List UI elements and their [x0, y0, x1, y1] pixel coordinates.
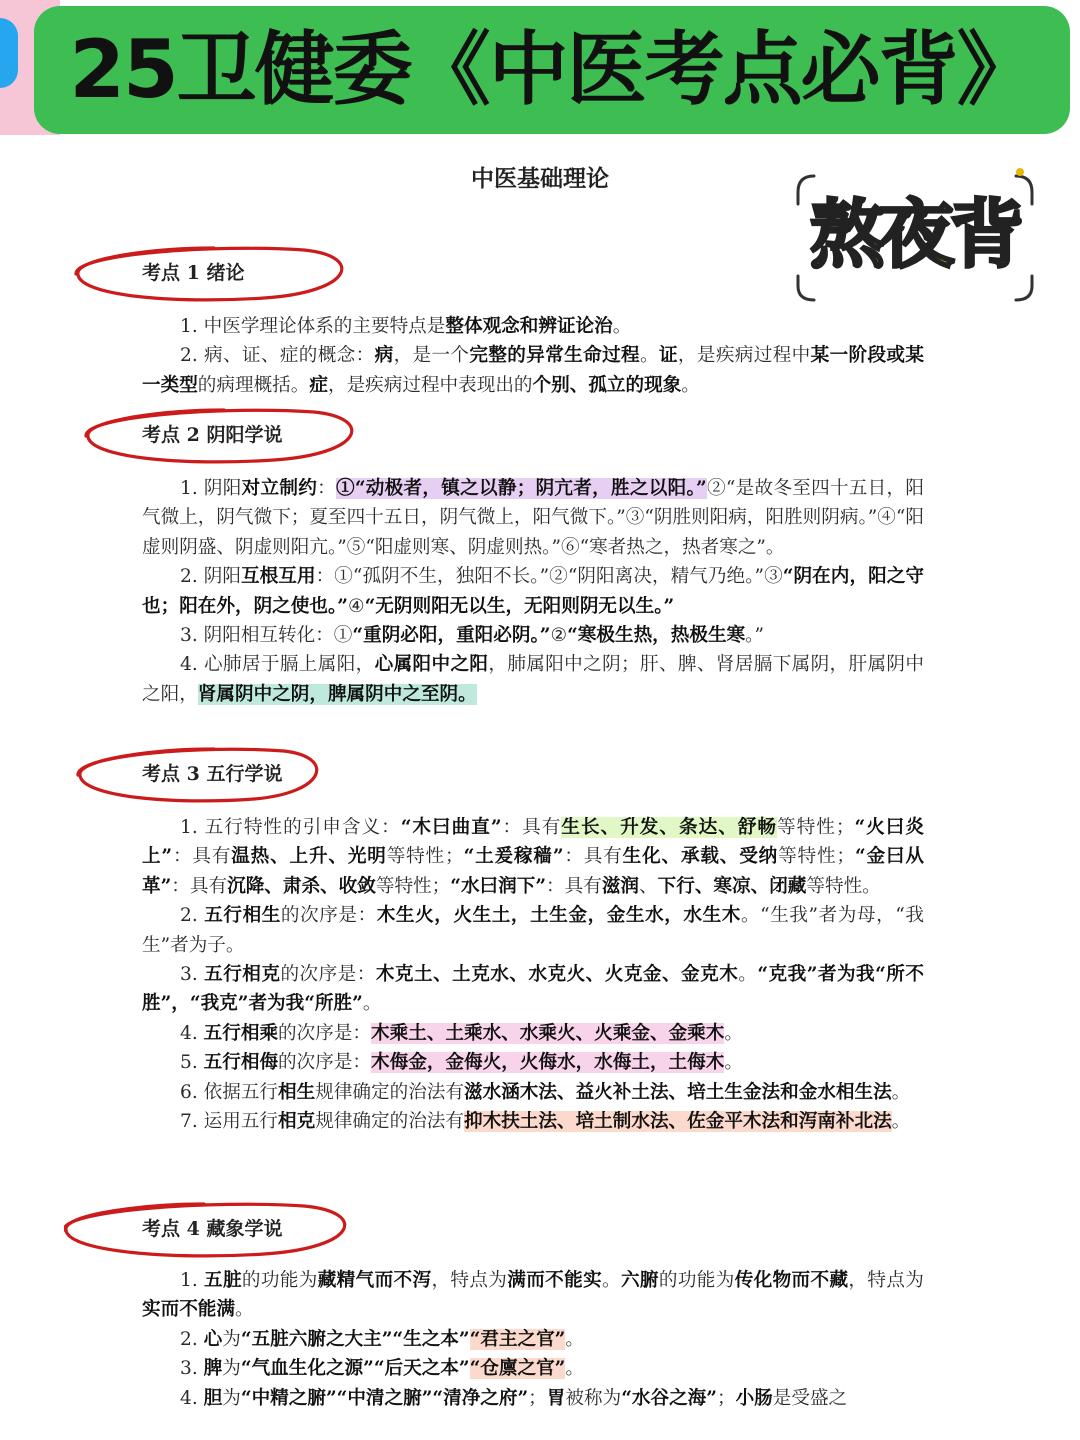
banner-title: 25卫健委《中医考点必背》 [69, 23, 1035, 116]
list-item: 4. 五行相乘的次序是：木乘土、土乘水、水乘火、火乘金、金乘木。 [180, 1022, 743, 1044]
list-item: 1. 五行特性的引申含义：“木曰曲直”：具有生长、升发、条达、舒畅等特性；“火曰炎上”：具有温热、上升、光明等特性；“土爰稼穑”：具有生化、承载、受纳等特性；“金曰从革”：具有沉降、肃杀、收敛等特性；“水曰润下”：具有滋润、下行、寒凉、闭藏等特性。 [142, 817, 924, 897]
section-3 [0, 741, 1080, 1136]
list-item: 3. 脾为“气血生化之源”“后天之本”“仓廪之官”。 [180, 1358, 584, 1380]
subject-heading: 中医基础理论 [471, 165, 609, 192]
list-item: 1. 中医学理论体系的主要特点是整体观念和辨证论治。 [180, 316, 632, 337]
section-4 [0, 1196, 1080, 1413]
section-header [0, 741, 1080, 807]
list-item: 2. 心为“五脏六腑之大主”“生之本”“君主之官”。 [180, 1328, 584, 1350]
section-title: 考点 2 阴阳学说 [142, 424, 283, 446]
stamp-text: 熬夜背 [810, 192, 1020, 278]
section-2 [0, 402, 1080, 709]
list-item: 7. 运用五行相克规律确定的治法有抑木扶土法、培土制水法、佐金平木法和泻南补北法。 [180, 1111, 911, 1133]
list-item: 3. 阴阳相互转化：①“重阴必阳，重阳必阴。”②“寒极生热，热极生寒。” [180, 625, 764, 647]
list-item: 4. 胆为“中精之腑”“中清之腑”“清净之府”；胃被称为“水谷之海”；小肠是受盛之 [180, 1387, 848, 1409]
list-item: 2. 阴阳互根互用：①“孤阴不生，独阳不长。”②“阴阳离决，精气乃绝。”③“阴在内，阳之守也；阳在外，阴之使也。”④“无阴则阳无以生，无阳则阴无以生。” [142, 566, 924, 617]
list-item: 1. 五脏的功能为藏精气而不泻，特点为满而不能实。六腑的功能为传化物而不藏，特点为实而不能满。 [142, 1270, 924, 1321]
section-header [0, 240, 1080, 306]
list-item: 1. 阴阳对立制约：①“动极者，镇之以静；阴亢者，胜之以阳。”②“是故冬至四十五日，阳气微上，阴气微下；夏至四十五日，阴气微上，阳气微下。”③“阴胜则阳病，阳胜则阴病。”④“阳虚则阴盛、阴虚则阳亢。”⑤“阳虚则寒、阴虚则热。”⑥“寒者热之，热者寒之”。 [142, 478, 924, 558]
title-banner [34, 6, 1070, 134]
section-title: 考点 3 五行学说 [142, 763, 283, 785]
list-item: 3. 五行相克的次序是：木克土、土克水、水克火、火克金、金克木。“克我”者为我“所不胜”，“我克”者为我“所胜”。 [142, 964, 924, 1015]
list-item: 4. 心肺居于膈上属阳，心属阳中之阳，肺属阳中之阴；肝、脾、肾居膈下属阴，肝属阴中之阳，肾属阴中之阴，脾属阴中之至阴。 [142, 654, 924, 705]
section-1 [0, 240, 1080, 400]
list-item: 2. 病、证、症的概念：病，是一个完整的异常生命过程。证，是疾病过程中某一阶段或某一类型的病理概括。症，是疾病过程中表现出的个别、孤立的现象。 [142, 345, 924, 396]
page-edge-decoration-blue [0, 18, 18, 88]
section-title: 考点 1 绪论 [142, 262, 245, 284]
list-item: 2. 五行相生的次序是：木生火，火生土，土生金，金生水，水生木。“生我”者为母，“我生”者为子。 [142, 905, 924, 956]
section-header [0, 1196, 1080, 1262]
list-item: 6. 依据五行相生规律确定的治法有滋水涵木法、益火补土法、培土生金法和金水相生法。 [180, 1081, 911, 1103]
list-item: 5. 五行相侮的次序是：木侮金，金侮火，火侮水，水侮土，土侮木。 [180, 1052, 743, 1074]
section-header [0, 402, 1080, 468]
section-title: 考点 4 藏象学说 [142, 1218, 283, 1240]
